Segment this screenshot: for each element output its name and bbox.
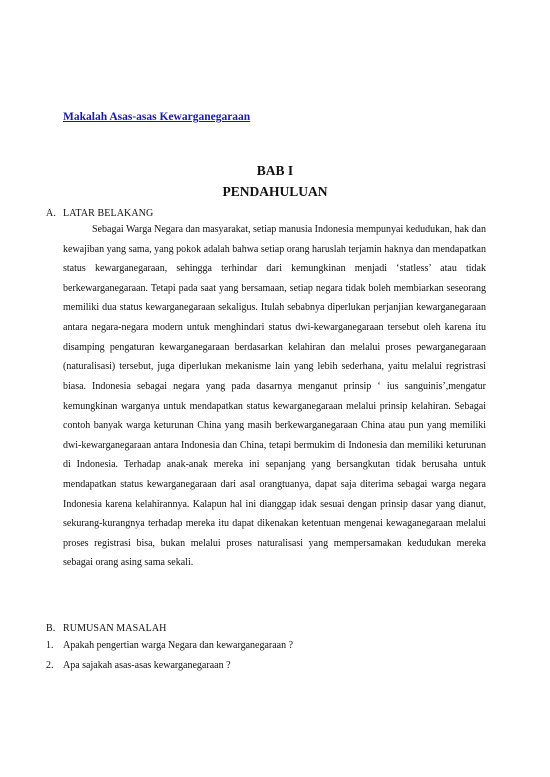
list-item-text: Apa sajakah asas-asas kewarganegaraan ? — [63, 659, 231, 671]
list-item — [46, 636, 293, 656]
section-b-heading-text: RUMUSAN MASALAH — [63, 623, 167, 634]
section-a-heading — [46, 208, 153, 219]
section-b-letter: B. — [46, 623, 56, 634]
question-list — [46, 636, 293, 675]
paragraph-latar-belakang-1: Sebagai Warga Negara dan masyarakat, setiap manusia Indonesia mempunyai kedudukan, hak dan kewajiban yang sama, yang pokok adalah bahwa setiap orang haruslah terjamin haknya dan mendapatkan status kewarganegaraan, sehingga terhindar dari kemungkinan menjadi ‘statless’ atau tidak berkewarganegaraan. Tetapi pada saat yang bersamaan, setiap negara tidak boleh membiarkan seseorang memiliki dua status kewarganegaraan sekaligus. Itulah sebabnya diperlukan perjanjian kewarganegaraan antara negara-negara modern untuk menghindari status dwi-kewarganegaraan tersebut oleh karena itu disamping pengaturan kewarganegaraan berdasarkan kelahiran dan melalui proses pewarganegaraan (naturalisasi) tersebut, juga diperlukan mekanisme lain yang lebih sederhana, yaitu melalui regristrasi biasa. — [63, 224, 486, 392]
section-a-heading-text: LATAR BELAKANG — [63, 208, 154, 219]
section-a-letter: A. — [46, 208, 56, 219]
list-item — [46, 656, 293, 676]
chapter-title: PENDAHULUAN — [222, 184, 328, 199]
document-title-link[interactable]: Makalah Asas-asas Kewarganegaraan — [63, 111, 251, 123]
section-b-heading — [46, 623, 166, 634]
list-item-number: 1. — [46, 640, 54, 651]
chapter-number: BAB I — [256, 163, 294, 178]
list-item-text: Apakah pengertian warga Negara dan kewarganegaraan ? — [63, 640, 294, 651]
list-item-number: 2. — [46, 659, 54, 671]
paragraph-latar-belakang-2: Indonesia sebagai negara yang pada dasarnya menganut prinsip ‘ ius sanguinis’,mengatur kemungkinan warganya untuk mendapatkan status kewarganegaraan melalui prinsip kelahiran. Sebagai contoh banyak warga keturunan China yang masih berkewarganegaraan China atau pun yang memiliki dwi-kewarganegaraan antara Indonesia dan China, tetapi bermukim di Indonesia dan memiliki keturunan di Indonesia. Terhadap anak-anak mereka ini sepanjang yang bersangkutan tidak berusaha untuk mendapatkan status kewarganegaraan dari asal orangtuanya, dapat saja diterima sebagai warga negara Indonesia karena kelahirannya. Kalapun hal ini dianggap idak sesuai dengan prinsip dasar yang dianut, sekurang-kurangnya terhadap mereka itu dapat dikenakan ketentuan mengenai kewaganegaraan melalui proses registrasi bisa, bukan melalui proses naturalisasi yang mempersamakan kedudukan mereka sebagai orang asing sama sekali. — [63, 381, 486, 569]
